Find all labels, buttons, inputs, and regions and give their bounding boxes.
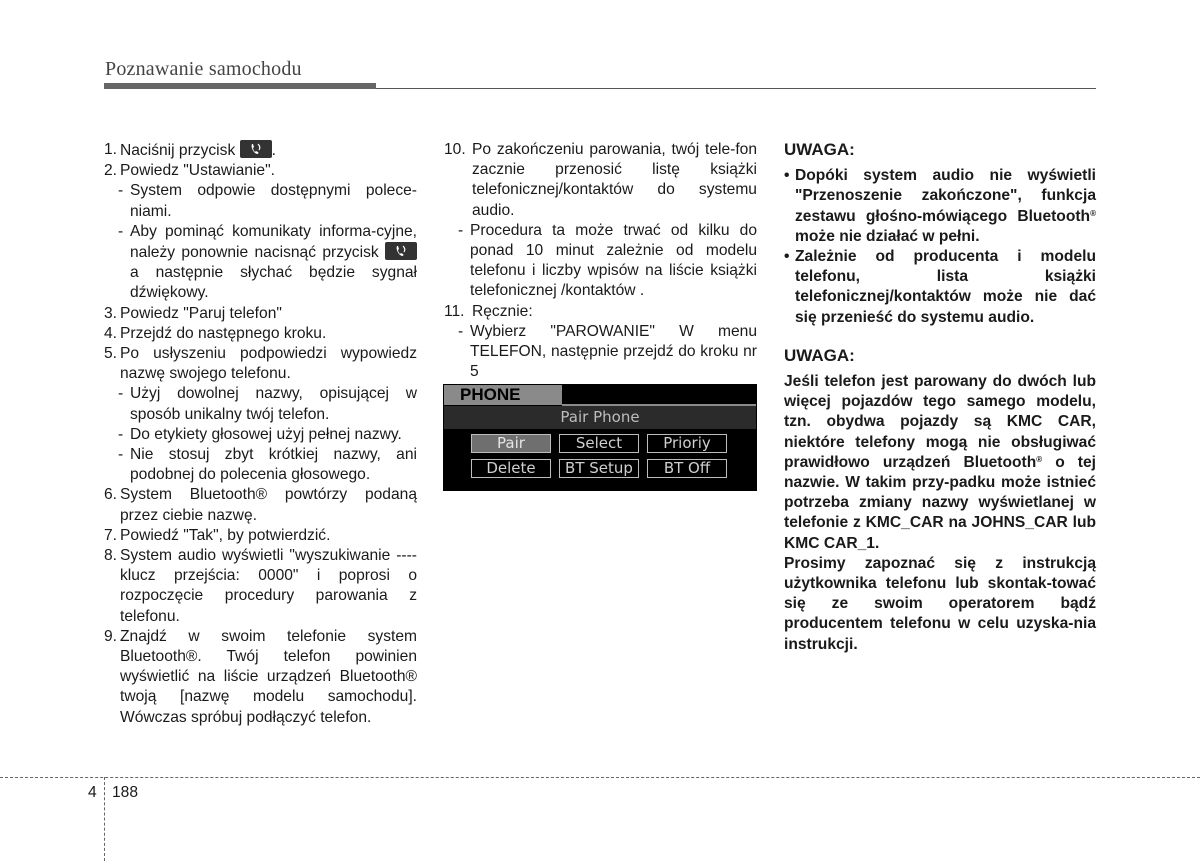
registered-mark: ®: [1090, 208, 1096, 218]
chapter-number: 4: [88, 784, 97, 801]
pair-button: Pair: [471, 434, 551, 453]
note-bullet: • Dopóki system audio nie wyświetli "Przenoszenie zakończone", funkcja zestawu głośno-mówiącego Bluetooth® może nie działać w pełni.: [784, 167, 1096, 245]
item-text: System Bluetooth® powtórzy podaną przez ciebie nazwę.: [120, 486, 417, 524]
note-bullet: • Zależnie od producenta i modelu telefonu, lista książki telefonicznej/kontaktów może nie dać się przenieść do systemu audio.: [784, 247, 1096, 328]
item-number: 5.: [104, 345, 118, 363]
phone-talk-icon: [385, 242, 417, 260]
item-text: Po zakończeniu parowania, twój tele-fon zacznie przenosić listę książki telefonicznej/kontaktów do systemu audio.: [472, 141, 757, 219]
footer-divider-vertical: [104, 777, 105, 861]
item-number: 3.: [104, 304, 118, 322]
header-rule-thin: [376, 88, 1096, 89]
sub-item: - Do etykiety głosowej użyj pełnej nazwy.: [104, 425, 417, 445]
column-2: [444, 140, 757, 382]
section-title: Poznawanie samochodu: [105, 58, 302, 80]
item-number: 6.: [104, 486, 118, 504]
item-number: 2.: [104, 162, 118, 180]
item-text-end: .: [271, 142, 276, 159]
list-item: [104, 344, 417, 384]
page-number: 188: [112, 784, 139, 801]
note-text: Dopóki system audio nie wyświetli "Przenoszenie zakończone", funkcja zestawu głośno-mówiącego Bluetooth: [795, 167, 1096, 225]
list-item: [104, 627, 417, 728]
list-item: [104, 546, 417, 627]
note-text: Zależnie od producenta i modelu telefonu, lista książki telefonicznej/kontaktów może nie dać się przenieść do systemu audio.: [795, 248, 1096, 326]
item-text: Po usłyszeniu podpowiedzi wypowiedz nazwę swojego telefonu.: [120, 345, 417, 383]
note-heading: UWAGA:: [784, 345, 855, 365]
list-item: [104, 485, 417, 525]
bt-setup-button: BT Setup: [559, 459, 639, 478]
item-number: 9.: [104, 627, 118, 645]
select-button: Select: [559, 434, 639, 453]
item-text: Powiedz "Ustawianie".: [120, 162, 275, 180]
sub-item-text: Wybierz "PAROWANIE" W menu TELEFON, następnie przejdź do kroku nr 5: [470, 322, 757, 381]
sub-item-text: Do etykiety głosowej użyj pełnej nazwy.: [130, 425, 402, 443]
sub-item: - Wybierz "PAROWANIE" W menu TELEFON, następnie przejdź do kroku nr 5: [444, 322, 757, 383]
sub-item: - Nie stosuj zbyt krótkiej nazwy, ani podobnej do polecenia głosowego.: [104, 445, 417, 485]
phone-screen-title: Pair Phone: [444, 406, 756, 429]
sub-item-text: Procedura ta może trwać od kilku do ponad 10 minut zależnie od modelu telefonu i liczby wpisów na liście książki telefonicznej /kontaktów .: [470, 221, 757, 300]
item-number: 8.: [104, 547, 118, 565]
registered-mark: ®: [1036, 454, 1043, 464]
list-item: [444, 140, 757, 221]
note-heading: UWAGA:: [784, 140, 855, 159]
sub-item-text: Użyj dowolnej nazwy, opisującej w sposób unikalny twój telefon.: [130, 385, 417, 423]
item-text: Powiedź "Tak", by potwierdzić.: [120, 526, 331, 544]
sub-item-text: Aby pominąć komunikaty informa-cyjne, należy ponownie nacisnąć przycisk: [130, 222, 417, 262]
delete-button: Delete: [471, 459, 551, 478]
note-paragraph: Jeśli telefon jest parowany do dwóch lub więcej pojazdów tego samego modelu, tzn. obydwa pojazdy są KMC CAR, niektóre telefony mogą nie obsługiwać prawidłowo urządzeń Bluetooth® o tej nazwie. W takim przy-padku może istnieć potrzeba zmiany nazwy wyświetlanej w telefonie z KMC_CAR na JOHNS_CAR lub KMC CAR_1.: [784, 373, 1096, 552]
bt-off-button: BT Off: [647, 459, 727, 478]
phone-display-screen: [443, 384, 757, 491]
sub-item-text: Nie stosuj zbyt krótkiej nazwy, ani podobnej do polecenia głosowego.: [130, 446, 417, 484]
column-3: [784, 140, 1096, 655]
priority-button: Prioriy: [647, 434, 727, 453]
note-paragraph: Prosimy zapoznać się z instrukcją użytkownika telefonu lub skontak-tować się ze swoim operatorem bądź producentem telefonu w celu uzyska-nia instrukcji.: [784, 554, 1096, 653]
list-item: [104, 526, 417, 546]
item-text: Znajdź w swoim telefonie system Bluetooth®. Twój telefon powinien wyświetlić na liście urządzeń Bluetooth® twoją [nazwę modelu samochodu]. Wówczas spróbuj podłączyć telefon.: [120, 627, 417, 726]
list-item: [104, 324, 417, 344]
item-text: Ręcznie:: [472, 302, 533, 320]
sub-item: - Aby pominąć komunikaty informa-cyjne, należy ponownie nacisnąć przycisk a następnie słychać będzie sygnał dźwiękowy.: [118, 222, 417, 302]
item-number: 11.: [444, 302, 465, 320]
phone-talk-icon: [240, 140, 272, 158]
phone-tab: PHONE: [444, 385, 562, 405]
item-number: 1.: [104, 141, 118, 158]
item-number: 10.: [444, 141, 466, 158]
list-item: [104, 140, 417, 161]
footer-divider: [0, 777, 1200, 778]
item-text: Naciśnij przycisk: [120, 142, 236, 159]
item-text: System audio wyświetli "wyszukiwanie ---- klucz przejścia: 0000" i poprosi o rozpoczęcie procedury parowania z telefonu.: [120, 547, 417, 625]
sub-item: - Procedura ta może trwać od kilku do ponad 10 minut zależnie od modelu telefonu i liczby wpisów na liście książki telefonicznej /kontaktów .: [444, 221, 757, 302]
list-item: [104, 161, 417, 181]
sub-item: - Użyj dowolnej nazwy, opisującej w sposób unikalny twój telefon.: [104, 384, 417, 424]
sub-item-text: a następnie słychać będzie sygnał dźwiękowy.: [130, 264, 417, 302]
item-number: 4.: [104, 324, 118, 342]
item-text: Przejdź do następnego kroku.: [120, 324, 327, 342]
sub-item: - System odpowie dostępnymi polece-niami.: [104, 181, 417, 221]
column-1: [104, 140, 417, 728]
item-text: Powiedz "Paruj telefon": [120, 304, 282, 322]
item-number: 7.: [104, 526, 118, 544]
header-rule-thick: [104, 83, 376, 89]
sub-item-text: System odpowie dostępnymi polece-niami.: [130, 182, 417, 220]
note-text: może nie działać w pełni.: [795, 227, 980, 245]
list-item: [444, 302, 757, 322]
list-item: [104, 304, 417, 324]
